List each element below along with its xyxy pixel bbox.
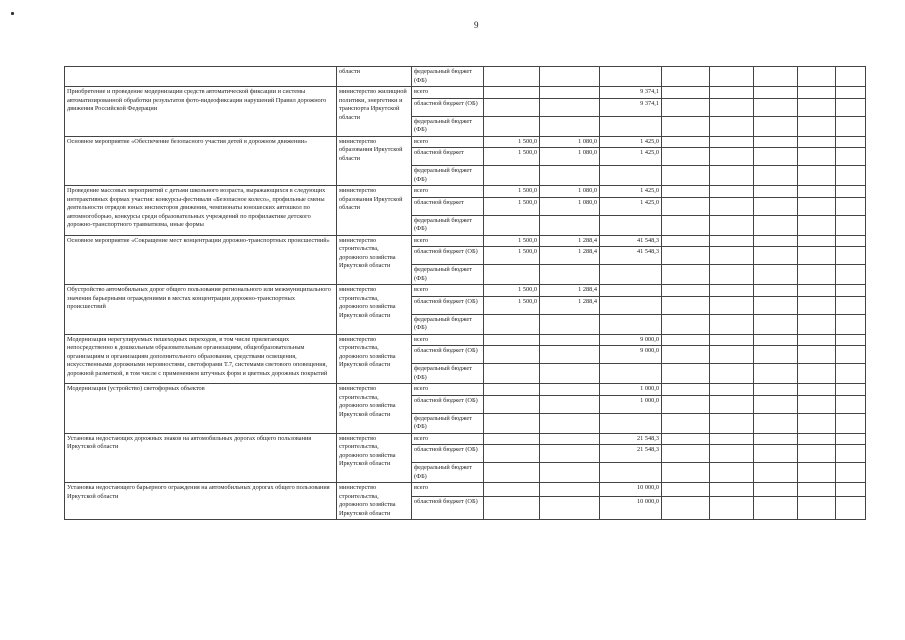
empty-cell: [836, 497, 866, 520]
empty-cell: [710, 285, 754, 297]
empty-cell: [710, 186, 754, 198]
empty-cell: [754, 384, 798, 396]
funding-source-cell: федеральный бюджет (ФБ): [412, 116, 484, 136]
amount-cell: 1 500,0: [484, 296, 540, 314]
amount-cell: 10 000,0: [600, 483, 662, 497]
amount-cell: [600, 364, 662, 384]
amount-cell: [540, 463, 600, 483]
funding-source-cell: областной бюджет (ОБ): [412, 497, 484, 520]
table-row: [65, 384, 866, 396]
amount-cell: 9 000,0: [600, 346, 662, 364]
executor-cell: министерство образования Иркутской области: [337, 136, 412, 186]
empty-cell: [754, 346, 798, 364]
executor-cell: министерство образования Иркутской области: [337, 186, 412, 236]
amount-cell: [484, 265, 540, 285]
amount-cell: [540, 314, 600, 334]
empty-cell: [798, 87, 836, 99]
executor-cell: министерство строительства, дорожного хозяйства Иркутской области: [337, 334, 412, 384]
amount-cell: [484, 497, 540, 520]
empty-cell: [662, 166, 710, 186]
amount-cell: 1 425,0: [600, 136, 662, 148]
amount-cell: [540, 116, 600, 136]
amount-cell: [484, 87, 540, 99]
funding-source-cell: федеральный бюджет (ФБ): [412, 67, 484, 87]
funding-source-cell: всего: [412, 285, 484, 297]
empty-cell: [798, 116, 836, 136]
amount-cell: [540, 67, 600, 87]
empty-cell: [754, 265, 798, 285]
amount-cell: [484, 463, 540, 483]
funding-source-cell: областной бюджет (ОБ): [412, 296, 484, 314]
amount-cell: [540, 166, 600, 186]
amount-cell: [600, 265, 662, 285]
amount-cell: 1 080,0: [540, 136, 600, 148]
executor-cell: министерство жилищной политики, энергетики и транспорта Иркутской области: [337, 87, 412, 137]
amount-cell: 1 000,0: [600, 384, 662, 396]
empty-cell: [710, 87, 754, 99]
table-row: [65, 186, 866, 198]
amount-cell: [540, 87, 600, 99]
amount-cell: [484, 334, 540, 346]
empty-cell: [662, 235, 710, 247]
empty-cell: [754, 67, 798, 87]
empty-cell: [798, 67, 836, 87]
empty-cell: [754, 235, 798, 247]
empty-cell: [710, 384, 754, 396]
amount-cell: 1 080,0: [540, 148, 600, 166]
empty-cell: [662, 433, 710, 445]
empty-cell: [798, 215, 836, 235]
empty-cell: [798, 166, 836, 186]
activity-cell: Основное мероприятие «Сокращение мест концентрации дорожно-транспортных происшествий»: [65, 235, 337, 285]
amount-cell: [600, 413, 662, 433]
empty-cell: [754, 395, 798, 413]
amount-cell: 1 500,0: [484, 197, 540, 215]
empty-cell: [798, 296, 836, 314]
amount-cell: [484, 98, 540, 116]
amount-cell: [484, 384, 540, 396]
empty-cell: [754, 497, 798, 520]
empty-cell: [798, 334, 836, 346]
empty-cell: [798, 497, 836, 520]
table-row: [65, 433, 866, 445]
empty-cell: [662, 136, 710, 148]
empty-cell: [662, 314, 710, 334]
empty-cell: [836, 296, 866, 314]
amount-cell: 10 000,0: [600, 497, 662, 520]
executor-cell: министерство строительства, дорожного хозяйства Иркутской области: [337, 235, 412, 285]
empty-cell: [754, 285, 798, 297]
amount-cell: 1 080,0: [540, 186, 600, 198]
empty-cell: [798, 235, 836, 247]
amount-cell: 1 080,0: [540, 197, 600, 215]
funding-source-cell: федеральный бюджет (ФБ): [412, 166, 484, 186]
amount-cell: [540, 483, 600, 497]
empty-cell: [754, 186, 798, 198]
empty-cell: [754, 136, 798, 148]
empty-cell: [754, 87, 798, 99]
amount-cell: [540, 497, 600, 520]
empty-cell: [836, 364, 866, 384]
amount-cell: 1 500,0: [484, 148, 540, 166]
amount-cell: [600, 463, 662, 483]
empty-cell: [662, 364, 710, 384]
amount-cell: [540, 265, 600, 285]
empty-cell: [662, 483, 710, 497]
empty-cell: [836, 215, 866, 235]
funding-source-cell: федеральный бюджет (ФБ): [412, 215, 484, 235]
table-row: [65, 483, 866, 497]
amount-cell: [540, 445, 600, 463]
empty-cell: [798, 463, 836, 483]
activity-cell: Приобретение и проведение модернизации средств автоматической фиксации и системы автоматизированной обработки результатов фото-видеофиксации нарушений Правил дорожного движения Российской Федерации: [65, 87, 337, 137]
empty-cell: [662, 67, 710, 87]
empty-cell: [662, 87, 710, 99]
empty-cell: [798, 265, 836, 285]
empty-cell: [836, 148, 866, 166]
empty-cell: [754, 148, 798, 166]
empty-cell: [710, 265, 754, 285]
amount-cell: [484, 346, 540, 364]
amount-cell: [484, 166, 540, 186]
empty-cell: [754, 433, 798, 445]
activity-cell: Установка недостающих дорожных знаков на автомобильных дорогах общего пользования Иркутской области: [65, 433, 337, 483]
funding-source-cell: всего: [412, 334, 484, 346]
amount-cell: [484, 483, 540, 497]
table-row: [65, 235, 866, 247]
amount-cell: 1 500,0: [484, 136, 540, 148]
empty-cell: [710, 314, 754, 334]
amount-cell: [540, 364, 600, 384]
empty-cell: [798, 346, 836, 364]
amount-cell: 1 288,4: [540, 235, 600, 247]
empty-cell: [836, 334, 866, 346]
amount-cell: [540, 384, 600, 396]
activity-cell: Модернизация нерегулируемых пешеходных переходов, в том числе прилегающих непосредственно к дошкольным образовательным организациям, общеобразовательным организациям и организациям дополнительного образования, средствами освещения, искусственными дорожными неровностями, светофорами Т.7, системами светового оповещения, дорожной разметкой, в том числе с применением штучных форм и цветных дорожных покрытий: [65, 334, 337, 384]
amount-cell: 1 288,4: [540, 296, 600, 314]
empty-cell: [798, 384, 836, 396]
amount-cell: 21 548,3: [600, 433, 662, 445]
empty-cell: [836, 235, 866, 247]
executor-cell: министерство строительства, дорожного хозяйства Иркутской области: [337, 483, 412, 520]
empty-cell: [798, 285, 836, 297]
empty-cell: [662, 413, 710, 433]
empty-cell: [710, 166, 754, 186]
amount-cell: 21 548,3: [600, 445, 662, 463]
amount-cell: [484, 314, 540, 334]
table-row: [65, 136, 866, 148]
table-row: [65, 67, 866, 87]
empty-cell: [798, 186, 836, 198]
amount-cell: [484, 364, 540, 384]
amount-cell: [600, 67, 662, 87]
amount-cell: 1 500,0: [484, 186, 540, 198]
amount-cell: [484, 413, 540, 433]
page-number: 9: [474, 20, 479, 30]
empty-cell: [754, 413, 798, 433]
amount-cell: [540, 215, 600, 235]
empty-cell: [662, 395, 710, 413]
funding-source-cell: всего: [412, 384, 484, 396]
activity-cell: Модернизация (устройство) светофорных объектов: [65, 384, 337, 434]
empty-cell: [662, 497, 710, 520]
empty-cell: [836, 445, 866, 463]
empty-cell: [798, 98, 836, 116]
funding-source-cell: всего: [412, 483, 484, 497]
funding-source-cell: областной бюджет (ОБ): [412, 346, 484, 364]
empty-cell: [836, 285, 866, 297]
funding-source-cell: федеральный бюджет (ФБ): [412, 463, 484, 483]
amount-cell: 1 288,4: [540, 247, 600, 265]
empty-cell: [754, 296, 798, 314]
amount-cell: 9 374,1: [600, 87, 662, 99]
funding-source-cell: федеральный бюджет (ФБ): [412, 314, 484, 334]
table-row: [65, 285, 866, 297]
empty-cell: [662, 334, 710, 346]
empty-cell: [754, 364, 798, 384]
empty-cell: [710, 413, 754, 433]
empty-cell: [710, 67, 754, 87]
amount-cell: [540, 346, 600, 364]
funding-source-cell: областной бюджет: [412, 148, 484, 166]
activity-cell: Установка недостающего барьерного ограждения на автомобильных дорогах общего пользования Иркутской области: [65, 483, 337, 520]
empty-cell: [836, 197, 866, 215]
empty-cell: [798, 136, 836, 148]
empty-cell: [710, 395, 754, 413]
empty-cell: [662, 265, 710, 285]
empty-cell: [710, 116, 754, 136]
empty-cell: [710, 483, 754, 497]
scan-mark: [11, 12, 14, 15]
empty-cell: [836, 395, 866, 413]
executor-cell: министерство строительства, дорожного хозяйства Иркутской области: [337, 384, 412, 434]
empty-cell: [710, 98, 754, 116]
empty-cell: [836, 87, 866, 99]
amount-cell: [484, 215, 540, 235]
financing-table: [64, 66, 866, 520]
empty-cell: [754, 98, 798, 116]
executor-cell: министерство строительства, дорожного хозяйства Иркутской области: [337, 285, 412, 335]
amount-cell: [484, 67, 540, 87]
empty-cell: [798, 364, 836, 384]
empty-cell: [754, 334, 798, 346]
amount-cell: 41 548,3: [600, 235, 662, 247]
empty-cell: [836, 265, 866, 285]
empty-cell: [710, 346, 754, 364]
amount-cell: [484, 116, 540, 136]
empty-cell: [662, 247, 710, 265]
funding-source-cell: областной бюджет: [412, 197, 484, 215]
funding-source-cell: всего: [412, 136, 484, 148]
activity-cell: Обустройство автомобильных дорог общего пользования регионального или межмуниципального значения барьерными ограждениями в местах концентрации дорожно-транспортных происшествий: [65, 285, 337, 335]
empty-cell: [798, 433, 836, 445]
amount-cell: 1 000,0: [600, 395, 662, 413]
executor-cell: министерство строительства, дорожного хозяйства Иркутской области: [337, 433, 412, 483]
empty-cell: [662, 463, 710, 483]
funding-source-cell: федеральный бюджет (ФБ): [412, 265, 484, 285]
activity-cell: [65, 67, 337, 87]
empty-cell: [754, 166, 798, 186]
empty-cell: [798, 148, 836, 166]
empty-cell: [662, 346, 710, 364]
empty-cell: [798, 197, 836, 215]
amount-cell: 9 000,0: [600, 334, 662, 346]
empty-cell: [710, 433, 754, 445]
funding-source-cell: всего: [412, 87, 484, 99]
empty-cell: [710, 364, 754, 384]
empty-cell: [710, 445, 754, 463]
empty-cell: [710, 148, 754, 166]
empty-cell: [754, 314, 798, 334]
empty-cell: [710, 136, 754, 148]
empty-cell: [710, 497, 754, 520]
amount-cell: [540, 334, 600, 346]
funding-source-cell: всего: [412, 186, 484, 198]
empty-cell: [836, 433, 866, 445]
empty-cell: [662, 98, 710, 116]
amount-cell: 1 425,0: [600, 148, 662, 166]
amount-cell: [600, 314, 662, 334]
empty-cell: [836, 463, 866, 483]
funding-source-cell: всего: [412, 235, 484, 247]
table-row: [65, 334, 866, 346]
empty-cell: [710, 247, 754, 265]
amount-cell: [484, 395, 540, 413]
empty-cell: [798, 395, 836, 413]
amount-cell: [540, 413, 600, 433]
empty-cell: [710, 463, 754, 483]
empty-cell: [662, 116, 710, 136]
empty-cell: [662, 215, 710, 235]
empty-cell: [754, 197, 798, 215]
amount-cell: 1 425,0: [600, 186, 662, 198]
empty-cell: [662, 445, 710, 463]
amount-cell: [600, 296, 662, 314]
empty-cell: [798, 314, 836, 334]
empty-cell: [710, 296, 754, 314]
empty-cell: [662, 285, 710, 297]
executor-cell: области: [337, 67, 412, 87]
funding-source-cell: областной бюджет (ОБ): [412, 395, 484, 413]
empty-cell: [836, 98, 866, 116]
funding-source-cell: федеральный бюджет (ФБ): [412, 413, 484, 433]
empty-cell: [710, 215, 754, 235]
empty-cell: [836, 136, 866, 148]
empty-cell: [662, 148, 710, 166]
empty-cell: [754, 215, 798, 235]
empty-cell: [754, 483, 798, 497]
funding-source-cell: областной бюджет (ОБ): [412, 98, 484, 116]
amount-cell: 1 425,0: [600, 197, 662, 215]
amount-cell: 1 288,4: [540, 285, 600, 297]
empty-cell: [710, 334, 754, 346]
funding-source-cell: областной бюджет (ОБ): [412, 247, 484, 265]
activity-cell: Проведение массовых мероприятий с детьми школьного возраста, выражающихся в следующих интерактивных формах участия: конкурсы-фестивали «Безопасное колесо», профильные смены деятельности отрядов юных инспекторов движения, чемпионаты юношеских автошкол по автомногоборью, конкурсы среди образовательных учреждений по профилактике детского дорожно-транспортного травматизма, иные формы: [65, 186, 337, 236]
amount-cell: 1 500,0: [484, 285, 540, 297]
empty-cell: [836, 166, 866, 186]
empty-cell: [798, 247, 836, 265]
amount-cell: [600, 215, 662, 235]
amount-cell: 1 500,0: [484, 247, 540, 265]
empty-cell: [836, 413, 866, 433]
empty-cell: [798, 445, 836, 463]
funding-source-cell: областной бюджет (ОБ): [412, 445, 484, 463]
empty-cell: [836, 483, 866, 497]
amount-cell: 1 500,0: [484, 235, 540, 247]
empty-cell: [754, 247, 798, 265]
empty-cell: [836, 384, 866, 396]
amount-cell: [600, 166, 662, 186]
funding-source-cell: федеральный бюджет (ФБ): [412, 364, 484, 384]
amount-cell: 9 374,1: [600, 98, 662, 116]
empty-cell: [836, 346, 866, 364]
empty-cell: [710, 197, 754, 215]
amount-cell: [600, 116, 662, 136]
empty-cell: [662, 186, 710, 198]
empty-cell: [836, 247, 866, 265]
empty-cell: [754, 116, 798, 136]
amount-cell: [540, 98, 600, 116]
empty-cell: [662, 384, 710, 396]
empty-cell: [798, 483, 836, 497]
empty-cell: [754, 445, 798, 463]
amount-cell: [600, 285, 662, 297]
amount-cell: [540, 433, 600, 445]
empty-cell: [710, 235, 754, 247]
amount-cell: [484, 445, 540, 463]
amount-cell: [484, 433, 540, 445]
amount-cell: 41 548,3: [600, 247, 662, 265]
empty-cell: [836, 67, 866, 87]
empty-cell: [836, 314, 866, 334]
empty-cell: [662, 197, 710, 215]
activity-cell: Основное мероприятие «Обеспечение безопасного участия детей в дорожном движении»: [65, 136, 337, 186]
table-row: [65, 87, 866, 99]
empty-cell: [836, 116, 866, 136]
funding-source-cell: всего: [412, 433, 484, 445]
empty-cell: [836, 186, 866, 198]
empty-cell: [754, 463, 798, 483]
amount-cell: [540, 395, 600, 413]
empty-cell: [798, 413, 836, 433]
empty-cell: [662, 296, 710, 314]
